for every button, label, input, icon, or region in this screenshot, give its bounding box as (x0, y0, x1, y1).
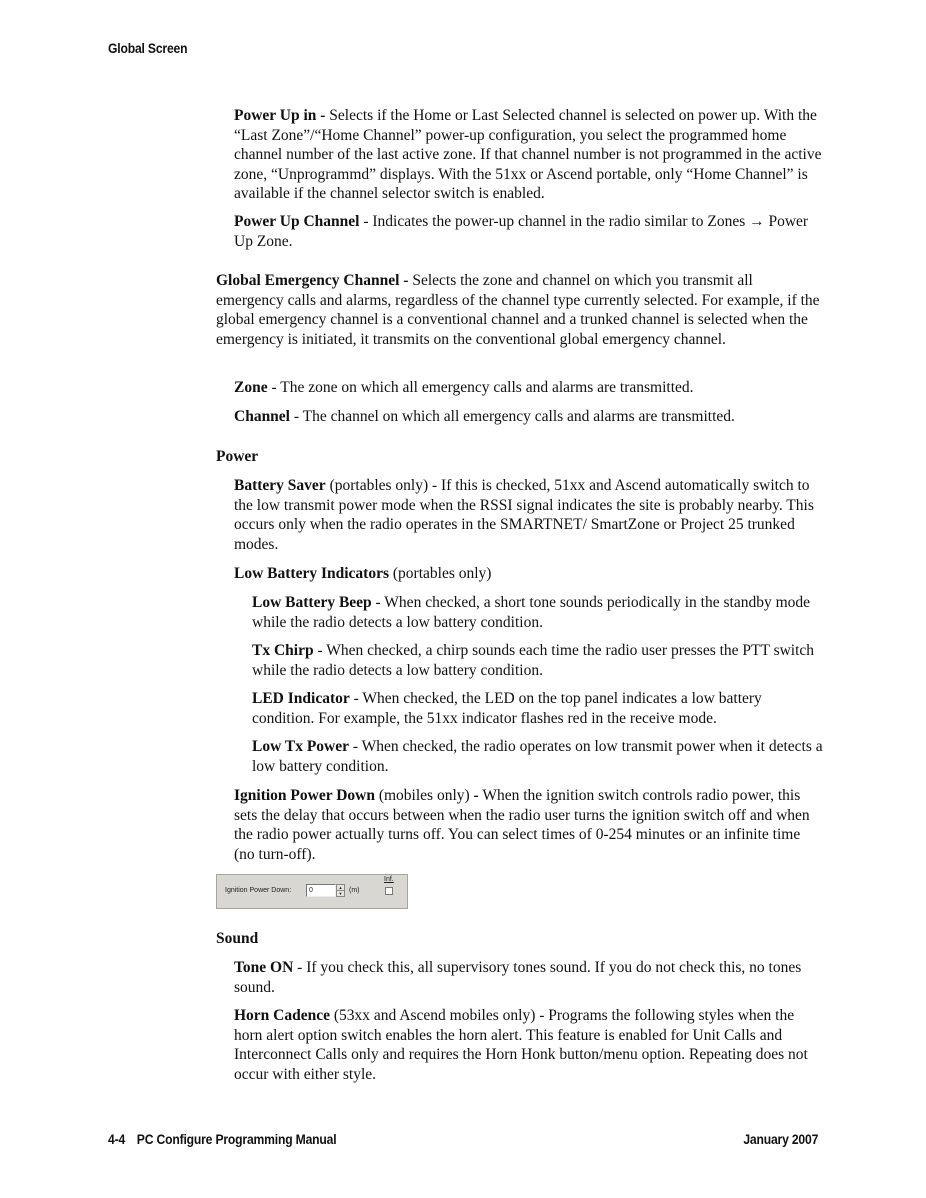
infinite-checkbox[interactable] (385, 887, 393, 895)
low-battery-indicators-paragraph (234, 564, 824, 584)
description: - When checked, the radio operates on low transmit power when it detects a low battery condition. (252, 738, 823, 775)
term: Power Up in - (234, 107, 326, 124)
description: - Indicates the power-up channel in the radio similar to Zones → Power Up Zone. (234, 213, 809, 250)
term: Battery Saver (234, 477, 326, 494)
description: Selects the zone and channel on which you transmit all emergency calls and alarms, regardless of the channel type currently selected. For example, if the global emergency channel is a conventional channel and a trunked channel is selected when the emergency is initiated, it transmits on the conventional global emergency channel. (216, 272, 820, 348)
low-tx-power-paragraph (252, 737, 824, 776)
description: - The zone on which all emergency calls and alarms are transmitted. (267, 379, 694, 396)
description: - When checked, a chirp sounds each time the radio user presses the PTT switch while the radio detects a low battery condition. (252, 642, 815, 679)
term: Low Battery Beep (252, 594, 372, 611)
spin-up-icon[interactable]: ▲ (338, 885, 343, 890)
ignition-power-down-label: Ignition Power Down: (225, 887, 292, 894)
qualifier: (mobiles only) (374, 787, 474, 804)
description: - When checked, a short tone sounds periodically in the standby mode while the radio detects a low battery condition. (252, 594, 811, 631)
horn-cadence-paragraph (234, 1006, 824, 1084)
global-emergency-channel-paragraph (216, 271, 822, 349)
description: Selects if the Home or Last Selected channel is selected on power up. With the “Last Zone”/“Home Channel” power-up configuration, you select the programmed home channel number of the last active zone. If that channel number is not programmed in the active zone, “Unprogrammd” displays. With the 51xx or Ascend portable, only “Home Channel” is available if the channel selector switch is enabled. (234, 107, 822, 203)
manual-title: PC Configure Programming Manual (136, 1132, 337, 1147)
footer-date: January 2007 (743, 1132, 818, 1147)
low-battery-beep-paragraph (252, 593, 824, 632)
footer-left (108, 1132, 336, 1147)
description: (portables only) (389, 565, 492, 582)
term: Horn Cadence (234, 1007, 331, 1024)
term: Tx Chirp (252, 642, 314, 659)
spin-down-icon[interactable]: ▼ (338, 891, 343, 896)
battery-saver-paragraph (234, 476, 824, 554)
running-header: Global Screen (108, 41, 188, 56)
ignition-power-down-input[interactable]: 0 (306, 884, 336, 897)
description: - When checked, the LED on the top panel indicates a low battery condition. For example, the 51xx indicator flashes red in the receive mode. (252, 690, 762, 727)
description: - If you check this, all supervisory tones sound. If you do not check this, no tones sound. (234, 959, 802, 996)
term: Channel (234, 408, 290, 425)
power-up-in-paragraph (234, 106, 824, 204)
ignition-power-down-widget (216, 874, 408, 909)
ignition-power-down-paragraph (234, 786, 824, 864)
tx-chirp-paragraph (252, 641, 824, 680)
led-indicator-paragraph (252, 689, 824, 728)
term: LED Indicator (252, 690, 350, 707)
ignition-power-down-spinner[interactable] (336, 884, 345, 897)
tone-on-paragraph (234, 958, 824, 997)
power-heading: Power (216, 448, 259, 465)
description: (53xx and Ascend mobiles only) - Programs the following styles when the horn alert option switch enables the horn alert. This feature is enabled for Unit Calls and Interconnect Calls only and requires the Horn Honk button/menu option. Repeating does not occur with either style. (234, 1007, 808, 1083)
channel-paragraph (234, 407, 824, 427)
term: Low Tx Power (252, 738, 350, 755)
minutes-unit-label: (m) (349, 887, 360, 894)
page-number: 4-4 (108, 1132, 126, 1147)
description: - The channel on which all emergency calls and alarms are transmitted. (290, 408, 735, 425)
dash: - (473, 787, 479, 804)
term: Low Battery Indicators (234, 565, 389, 582)
term: Ignition Power Down (234, 787, 375, 804)
zone-paragraph (234, 378, 824, 398)
power-up-channel-paragraph (234, 212, 824, 251)
infinite-label: Inf. (384, 876, 394, 883)
sound-heading: Sound (216, 930, 259, 947)
description: When the ignition switch controls radio power, this sets the delay that occurs between when the radio user turns the ignition switch off and when the radio power actually turns off. You can select times of 0-254 minutes or an infinite time (no turn-off). (234, 787, 810, 863)
term: Global Emergency Channel - (216, 272, 409, 289)
term: Tone ON (234, 959, 294, 976)
term: Zone (234, 379, 268, 396)
description: (portables only) - If this is checked, 51xx and Ascend automatically switch to the low transmit power mode when the RSSI signal indicates the site is probably nearby. This occurs only when the radio operates in the SMARTNET/ SmartZone or Project 25 trunked modes. (234, 477, 814, 553)
term: Power Up Channel (234, 213, 360, 230)
